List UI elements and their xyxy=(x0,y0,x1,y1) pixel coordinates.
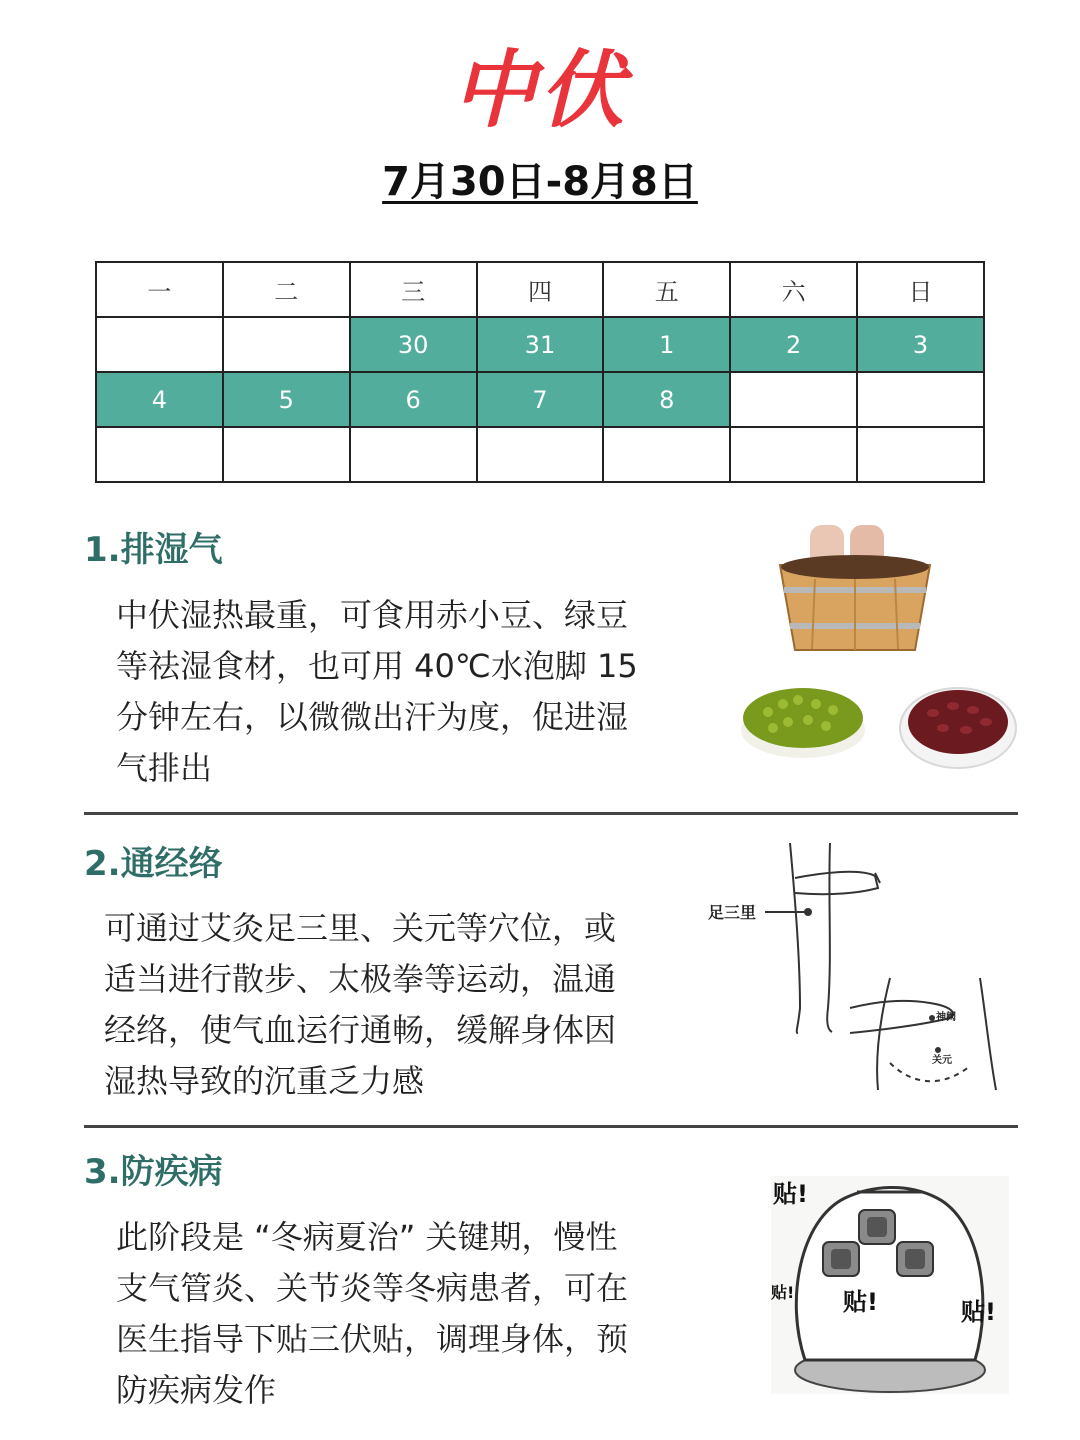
page-title: 中伏 xyxy=(451,41,628,139)
calendar-day-cell-highlighted: 4 xyxy=(96,372,223,427)
body-line: 分钟左右，以微微出汗为度，促进湿 xyxy=(116,698,629,736)
calendar-day-cell xyxy=(857,427,984,482)
calendar-day-cell-highlighted: 3 xyxy=(857,317,984,372)
patch-label-right: 贴! xyxy=(961,1298,996,1326)
section-title-dampness: 1.排湿气 xyxy=(84,530,223,570)
sanfu-patch-illustration xyxy=(765,1170,1015,1400)
body-line: 可通过艾灸足三里、关元等穴位，或 xyxy=(104,909,617,947)
calendar-day-cell xyxy=(96,317,223,372)
weekday-thu: 四 xyxy=(477,262,604,317)
mung-bean-bowl-image xyxy=(738,682,868,762)
calendar-day-cell-highlighted: 7 xyxy=(477,372,604,427)
body-line: 适当进行散步、太极拳等运动，温通 xyxy=(104,960,617,998)
guanyuan-label: 关元 xyxy=(932,1055,952,1066)
body-line: 防疾病发作 xyxy=(116,1371,277,1409)
calendar-day-cell-highlighted: 5 xyxy=(223,372,350,427)
calendar-week-row xyxy=(96,372,984,427)
section-title-prevention: 3.防疾病 xyxy=(84,1152,223,1192)
section-divider xyxy=(84,1125,1018,1128)
calendar-table xyxy=(95,261,985,483)
weekday-tue: 二 xyxy=(223,262,350,317)
body-line: 气排出 xyxy=(116,749,213,787)
calendar-day-cell-highlighted: 8 xyxy=(603,372,730,427)
patch-label-left: 贴! xyxy=(771,1283,795,1302)
calendar-day-cell xyxy=(477,427,604,482)
section-divider xyxy=(84,812,1018,815)
body-line: 中伏湿热最重，可食用赤小豆、绿豆 xyxy=(116,596,629,634)
calendar-day-cell xyxy=(603,427,730,482)
section-body-prevention xyxy=(116,1212,726,1416)
weekday-mon: 一 xyxy=(96,262,223,317)
weekday-wed: 三 xyxy=(350,262,477,317)
section-title-meridians: 2.通经络 xyxy=(84,844,223,884)
calendar-day-cell-highlighted: 31 xyxy=(477,317,604,372)
weekday-sat: 六 xyxy=(730,262,857,317)
weekday-sun: 日 xyxy=(857,262,984,317)
calendar-day-cell xyxy=(350,427,477,482)
body-line: 湿热导致的沉重乏力感 xyxy=(104,1062,425,1100)
calendar-day-cell xyxy=(96,427,223,482)
body-line: 支气管炎、关节炎等冬病患者，可在 xyxy=(116,1269,629,1307)
shenque-label: 神阙 xyxy=(936,1012,956,1023)
calendar-day-cell-highlighted: 2 xyxy=(730,317,857,372)
weekday-fri: 五 xyxy=(603,262,730,317)
calendar-day-cell xyxy=(730,372,857,427)
calendar-week-row xyxy=(96,427,984,482)
patch-label-top: 贴! xyxy=(773,1180,808,1208)
zusanli-label: 足三里 xyxy=(708,903,757,922)
calendar-day-cell xyxy=(730,427,857,482)
acupoint-illustration xyxy=(700,838,1010,1098)
calendar-week-row xyxy=(96,317,984,372)
calendar-day-cell xyxy=(223,317,350,372)
body-line: 此阶段是 “冬病夏治” 关键期，慢性 xyxy=(116,1218,618,1256)
section-body-meridians xyxy=(104,903,704,1107)
calendar-day-cell-highlighted: 1 xyxy=(603,317,730,372)
body-line: 经络，使气血运行通畅，缓解身体因 xyxy=(104,1011,617,1049)
calendar-day-cell-highlighted: 6 xyxy=(350,372,477,427)
calendar-day-cell xyxy=(223,427,350,482)
body-line: 等祛湿食材，也可用 40℃水泡脚 15 xyxy=(116,647,638,685)
calendar-day-cell xyxy=(857,372,984,427)
date-range-text: 7月30日-8月8日 xyxy=(382,159,698,205)
date-range xyxy=(0,156,1080,208)
weekday-row xyxy=(96,262,984,317)
body-line: 医生指导下贴三伏贴，调理身体，预 xyxy=(116,1320,629,1358)
red-bean-bowl-image xyxy=(898,678,1018,773)
foot-bath-image xyxy=(770,525,940,655)
patch-label-center: 贴! xyxy=(843,1288,878,1316)
calendar-day-cell-highlighted: 30 xyxy=(350,317,477,372)
section-body-dampness xyxy=(116,590,716,794)
